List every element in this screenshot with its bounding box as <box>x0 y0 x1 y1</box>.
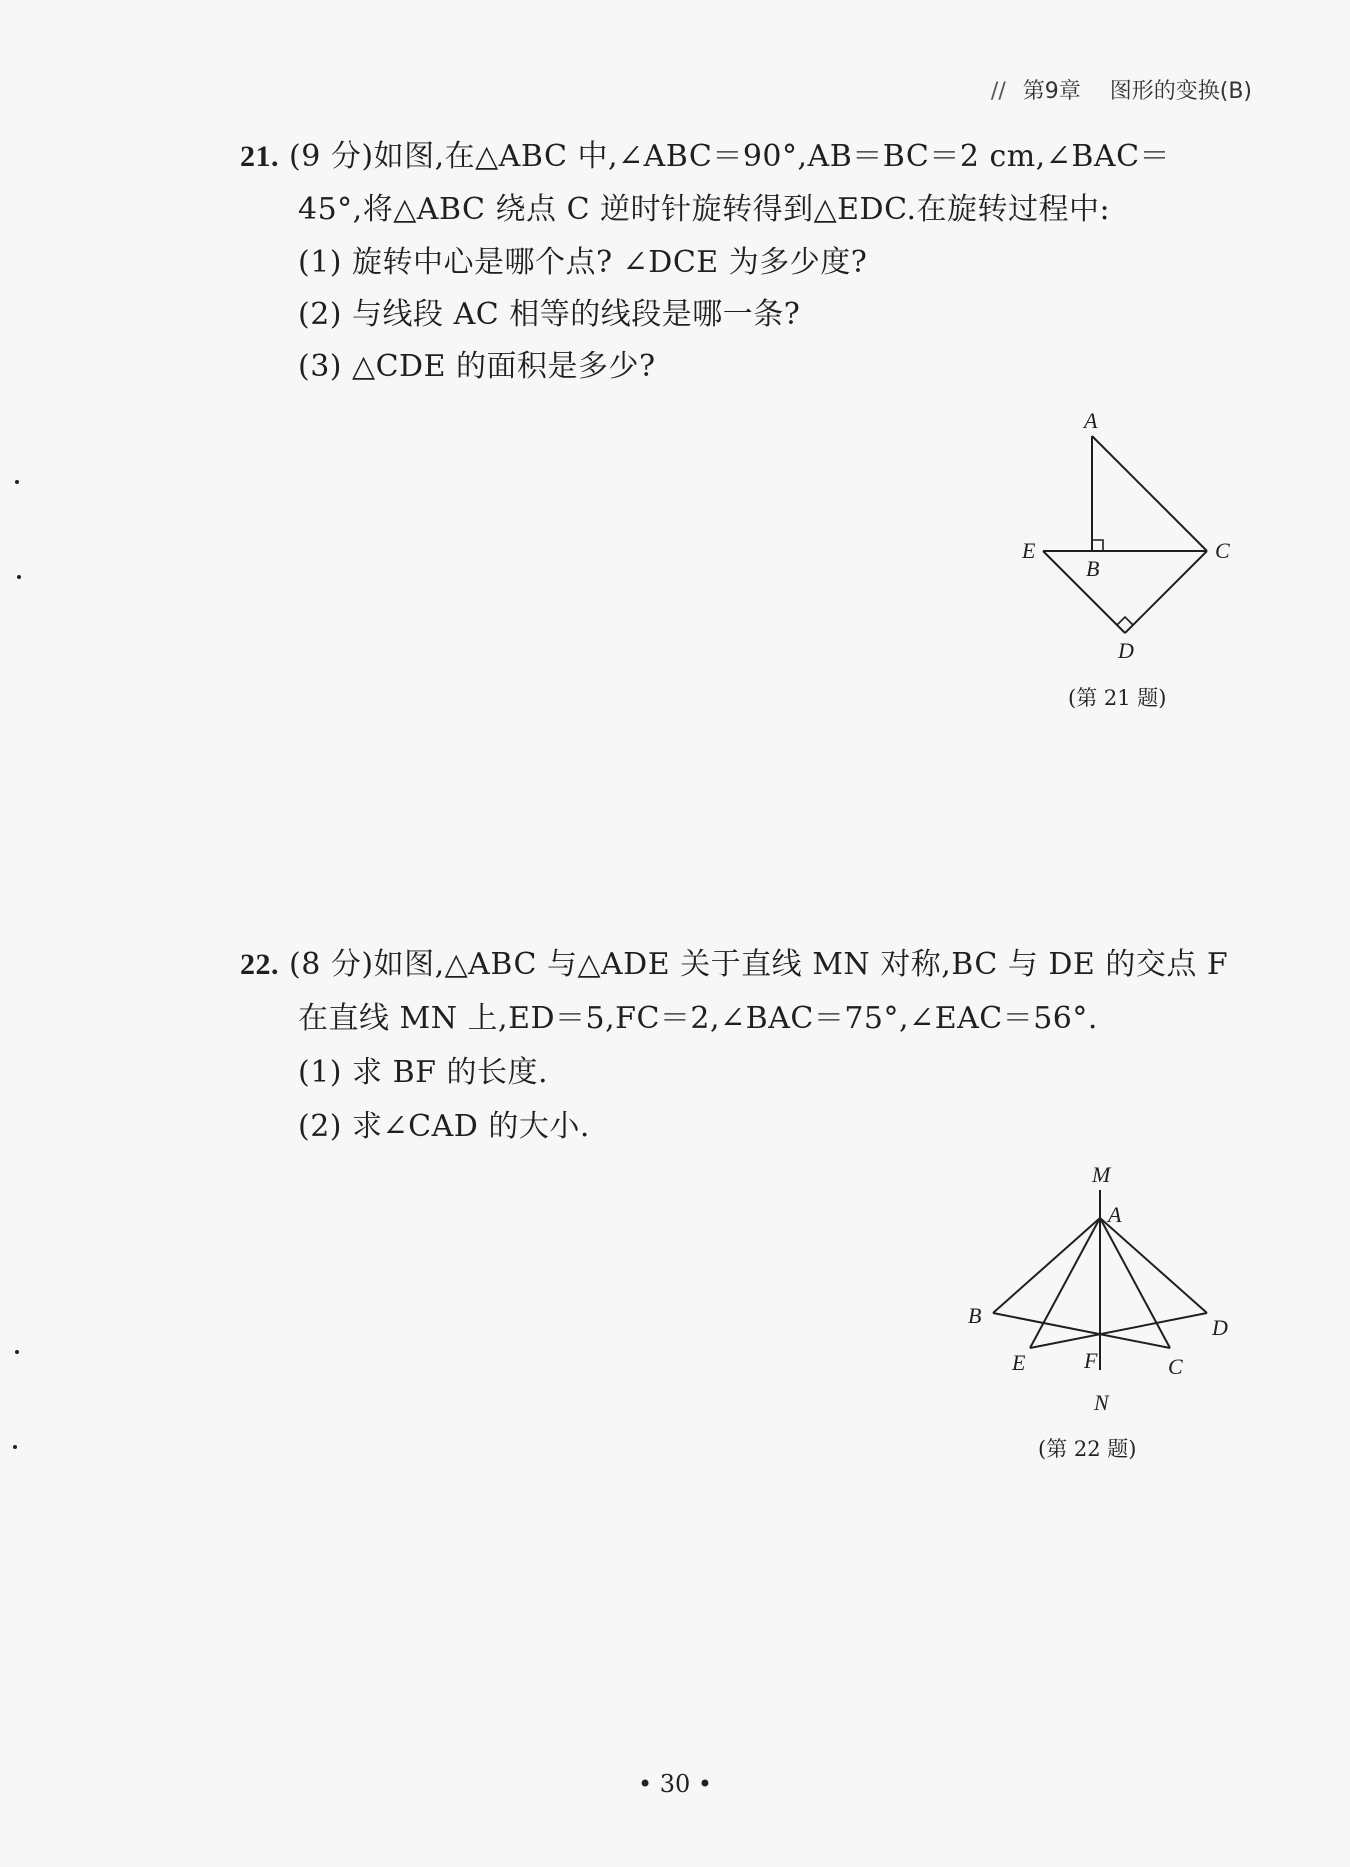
q22-label-b: B <box>968 1303 982 1328</box>
q22-segment-bc <box>993 1313 1170 1348</box>
q21-label-d: D <box>1118 638 1134 663</box>
q22-segment-ad <box>1100 1218 1207 1313</box>
q22-caption: (第 22 题) <box>1038 1437 1137 1461</box>
margin-dot <box>13 1445 17 1449</box>
q22-label-f: F <box>1084 1348 1098 1373</box>
q21-sub-2: (2) 与线段 AC 相等的线段是哪一条? <box>298 297 801 332</box>
q22-text-1: (8 分)如图,△ABC 与△ADE 关于直线 MN 对称,BC 与 DE 的交点 F <box>289 947 1229 982</box>
q21-segment-ed <box>1043 551 1125 633</box>
q22-label-e: E <box>1012 1350 1026 1375</box>
q22-segment-ab <box>993 1218 1100 1313</box>
q21-label-b: B <box>1086 556 1100 581</box>
q22-number: 22. <box>240 948 279 981</box>
q21-number: 21. <box>240 140 279 173</box>
page-number: • 30 • <box>637 1770 713 1798</box>
q21-label-c: C <box>1215 538 1230 563</box>
q21-segment-ac <box>1092 436 1207 551</box>
q22-sub-1: (1) 求 BF 的长度. <box>298 1055 549 1090</box>
q21-diagram <box>1010 400 1270 670</box>
margin-dot <box>15 1350 19 1354</box>
q21-figure <box>1010 400 1270 674</box>
q22-segment-ed <box>1030 1313 1207 1348</box>
q22-stem-line-2: 在直线 MN 上,ED＝5,FC＝2,∠BAC＝75°,∠EAC＝56°. <box>298 1001 1098 1036</box>
q22-label-m: M <box>1092 1162 1111 1187</box>
q21-sub-1: (1) 旋转中心是哪个点? ∠DCE 为多少度? <box>298 245 868 280</box>
q22-stem-line-1 <box>240 948 1228 982</box>
chapter-header <box>991 74 1252 105</box>
q21-segment-dc <box>1125 551 1207 633</box>
q22-diagram <box>960 1160 1250 1420</box>
header-mark: // <box>990 79 1006 104</box>
q21-text-1: (9 分)如图,在△ABC 中,∠ABC＝90°,AB＝BC＝2 cm,∠BAC＝ <box>289 139 1171 174</box>
q22-segment-ac <box>1100 1218 1170 1348</box>
q22-label-n: N <box>1094 1390 1109 1415</box>
q22-label-c: C <box>1168 1354 1183 1379</box>
q21-right-angle-b <box>1092 540 1103 551</box>
q21-caption: (第 21 题) <box>1068 686 1167 710</box>
q21-label-a: A <box>1084 408 1098 433</box>
q22-sub-2: (2) 求∠CAD 的大小. <box>298 1109 590 1144</box>
chapter-title: 图形的变换(B) <box>1109 79 1252 104</box>
q21-stem-line-1 <box>240 140 1170 174</box>
margin-dot <box>15 480 19 484</box>
q22-label-d: D <box>1212 1315 1228 1340</box>
q22-segment-ae <box>1030 1218 1100 1348</box>
margin-dot <box>17 575 21 579</box>
q22-label-a: A <box>1108 1202 1122 1227</box>
q21-stem-line-2: 45°,将△ABC 绕点 C 逆时针旋转得到△EDC.在旋转过程中: <box>298 192 1111 227</box>
q21-right-angle-d <box>1117 617 1133 625</box>
q21-label-e: E <box>1022 538 1036 563</box>
chapter-number: 第9章 <box>1022 79 1081 104</box>
q21-sub-3: (3) △CDE 的面积是多少? <box>298 349 656 384</box>
q22-figure <box>960 1160 1250 1424</box>
